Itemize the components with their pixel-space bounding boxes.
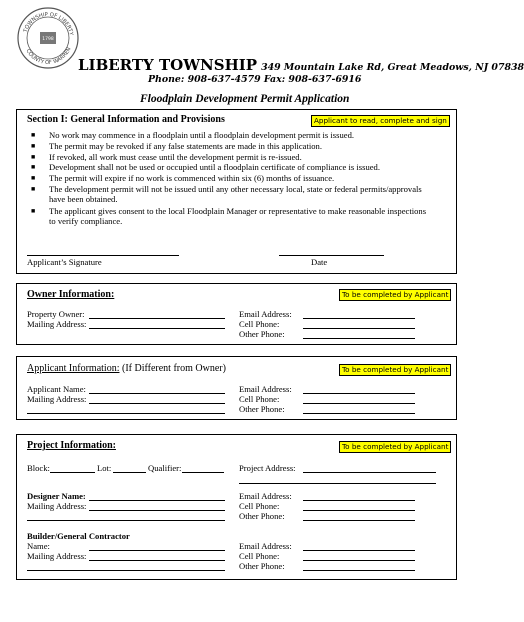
cell-phone-field[interactable] (303, 403, 415, 404)
builder-cell-field[interactable] (303, 560, 415, 561)
block-field[interactable] (50, 472, 95, 473)
property-owner-label: Property Owner: (27, 309, 85, 319)
project-address-field-2[interactable] (239, 483, 436, 484)
svg-text:COUNTY OF WARREN: COUNTY OF WARREN (24, 46, 73, 67)
email-field[interactable] (303, 318, 415, 319)
section-badge: Applicant to read, complete and sign (311, 115, 450, 127)
designer-name-field[interactable] (89, 500, 225, 501)
mailing-address-field[interactable] (89, 403, 225, 404)
email-label: Email Address: (239, 309, 292, 319)
builder-mailing-field[interactable] (89, 560, 225, 561)
other-phone-label: Other Phone: (239, 404, 285, 414)
builder-email-label: Email Address: (239, 541, 292, 551)
designer-cell-label: Cell Phone: (239, 501, 280, 511)
designer-mailing-label: Mailing Address: (27, 501, 87, 511)
section-title: Project Information: (27, 440, 116, 451)
form-title: Floodplain Development Permit Application (140, 93, 350, 105)
header-title (78, 56, 524, 75)
designer-cell-field[interactable] (303, 510, 415, 511)
cell-phone-label: Cell Phone: (239, 394, 280, 404)
mailing-address-label: Mailing Address: (27, 319, 87, 329)
township-seal (16, 6, 80, 70)
section-general-info: Section I: General Information and Provisions Applicant to read, complete and sign ■ No work may commence in a floodplain until a floodplain development permit is issued. ■ The permit may be revoked if any false statements are made in this application. ■ If revoked, all work must cease until the development permit is re-issued. ■ Development shall not be used or occupied until a floodplain certificate of compliance is issued. ■ The permit will expire if no work is commenced within six (6) months of issuance. ■ The development permit will not be issued until any other necessary local, state or federal permits/approvals have been obtained. ■ The applicant gives consent to the local Floodplain Manager or representative to make reasonable inspections to verify compliance. Applicant’s Signature Date (16, 109, 457, 274)
builder-name-field[interactable] (89, 550, 225, 551)
qualifier-label: Qualifier: (148, 463, 182, 473)
date-label: Date (311, 257, 328, 267)
block-label: Block: (27, 463, 50, 473)
section-title: Applicant Information: (If Different from Owner) (27, 363, 226, 374)
township-name: LIBERTY TOWNSHIP (78, 56, 258, 74)
section-badge: To be completed by Applicant (339, 289, 451, 301)
project-address-label: Project Address: (239, 463, 296, 473)
svg-text:TOWNSHIP OF LIBERTY: TOWNSHIP OF LIBERTY (22, 11, 74, 36)
applicant-name-label: Applicant Name: (27, 384, 86, 394)
designer-mailing-field[interactable] (89, 510, 225, 511)
designer-other-label: Other Phone: (239, 511, 285, 521)
section-badge: To be completed by Applicant (339, 441, 451, 453)
cell-phone-label: Cell Phone: (239, 319, 280, 329)
section-project-info (16, 434, 457, 580)
date-line[interactable] (279, 255, 384, 256)
builder-email-field[interactable] (303, 550, 415, 551)
section-badge: To be completed by Applicant (339, 364, 451, 376)
mailing-address-field-2[interactable] (27, 413, 225, 414)
applicant-name-field[interactable] (89, 393, 225, 394)
signature-line[interactable] (27, 255, 179, 256)
property-owner-field[interactable] (89, 318, 225, 319)
mailing-address-label: Mailing Address: (27, 394, 87, 404)
builder-cell-label: Cell Phone: (239, 551, 280, 561)
designer-email-field[interactable] (303, 500, 415, 501)
qualifier-field[interactable] (182, 472, 224, 473)
other-phone-label: Other Phone: (239, 329, 285, 339)
builder-other-field[interactable] (303, 570, 415, 571)
designer-name-label: Designer Name: (27, 491, 86, 501)
designer-other-field[interactable] (303, 520, 415, 521)
project-address-field[interactable] (303, 472, 436, 473)
designer-mailing-field-2[interactable] (27, 520, 225, 521)
signature-label: Applicant’s Signature (27, 257, 102, 267)
section-applicant-info (16, 356, 457, 420)
other-phone-field[interactable] (303, 413, 415, 414)
builder-mailing-label: Mailing Address: (27, 551, 87, 561)
lot-field[interactable] (113, 472, 146, 473)
email-field[interactable] (303, 393, 415, 394)
builder-other-label: Other Phone: (239, 561, 285, 571)
township-address: 349 Mountain Lake Rd, Great Meadows, NJ 07838 (261, 62, 524, 73)
section-owner-info (16, 283, 457, 345)
section-title: Owner Information: (27, 289, 115, 300)
section-title: Section I: General Information and Provisions (27, 114, 225, 125)
svg-text:1798: 1798 (42, 37, 54, 42)
designer-email-label: Email Address: (239, 491, 292, 501)
other-phone-field[interactable] (303, 338, 415, 339)
email-label: Email Address: (239, 384, 292, 394)
builder-name-label: Name: (27, 541, 50, 551)
cell-phone-field[interactable] (303, 328, 415, 329)
builder-mailing-field-2[interactable] (27, 570, 225, 571)
phone-fax: Phone: 908-637-4579 Fax: 908-637-6916 (148, 74, 362, 85)
builder-title: Builder/General Contractor (27, 531, 130, 541)
mailing-address-field[interactable] (89, 328, 225, 329)
lot-label: Lot: (97, 463, 112, 473)
